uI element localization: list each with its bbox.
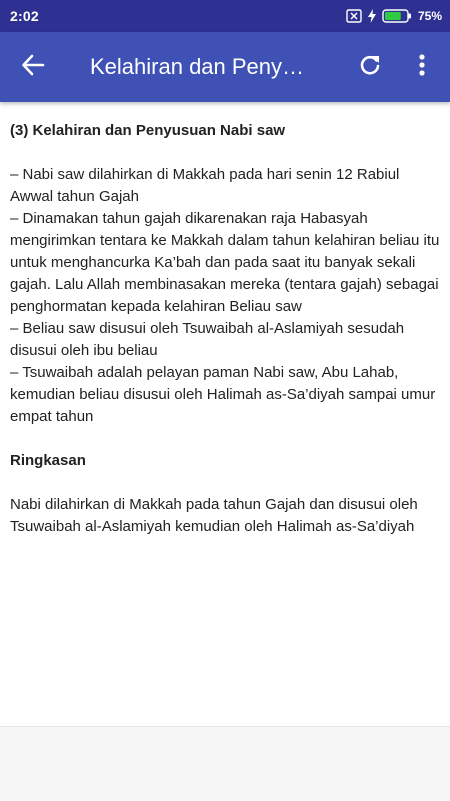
status-time: 2:02 [10,8,39,24]
more-options-button[interactable] [410,53,434,81]
status-icons [346,9,442,23]
spacer [10,142,440,164]
article-heading: (3) Kelahiran dan Penyusuan Nabi saw [10,122,286,139]
app-bar [0,32,450,102]
back-button[interactable] [18,53,48,81]
summary-heading: Ringkasan [10,452,86,469]
refresh-icon [358,53,382,82]
list-item: – Nabi saw dilahirkan di Makkah pada hari senin 12 Rabiul Awwal tahun Gajah [10,166,400,205]
article-content [10,120,440,538]
more-vert-icon [418,53,426,82]
list-item: – Beliau saw disusui oleh Tsuwaibah al-Aslamiyah sesudah disusui oleh ibu beliau [10,320,405,359]
battery-icon [382,9,412,23]
list-item: – Tsuwaibah adalah pelayan paman Nabi saw, Abu Lahab, kemudian beliau disusui oleh Halimah as-Sa’diyah sampai umur empat tahun [10,364,436,425]
arrow-back-icon [21,54,45,81]
spacer [10,472,440,494]
status-bar [0,0,450,32]
page-title: Kelahiran dan Peny… [90,54,305,79]
spacer [10,428,440,450]
bottom-area [0,726,450,801]
sim-missing-icon [346,9,362,23]
refresh-button[interactable] [356,53,384,81]
summary-text: Nabi dilahirkan di Makkah pada tahun Gajah dan disusui oleh Tsuwaibah al-Aslamiyah kemudian oleh Halimah as-Sa’diyah [10,496,418,535]
charging-bolt-icon [368,9,376,23]
battery-percent: 75% [417,9,442,23]
list-item: – Dinamakan tahun gajah dikarenakan raja Habasyah mengirimkan tentara ke Makkah dalam tahun kelahiran beliau itu untuk menghancurka Ka’bah dan pada saat itu banyak sekali gajah. Lalu Allah membinasakan mereka (tentara gajah) sebagai penghormatan kepada kelahiran Beliau saw [10,210,440,315]
